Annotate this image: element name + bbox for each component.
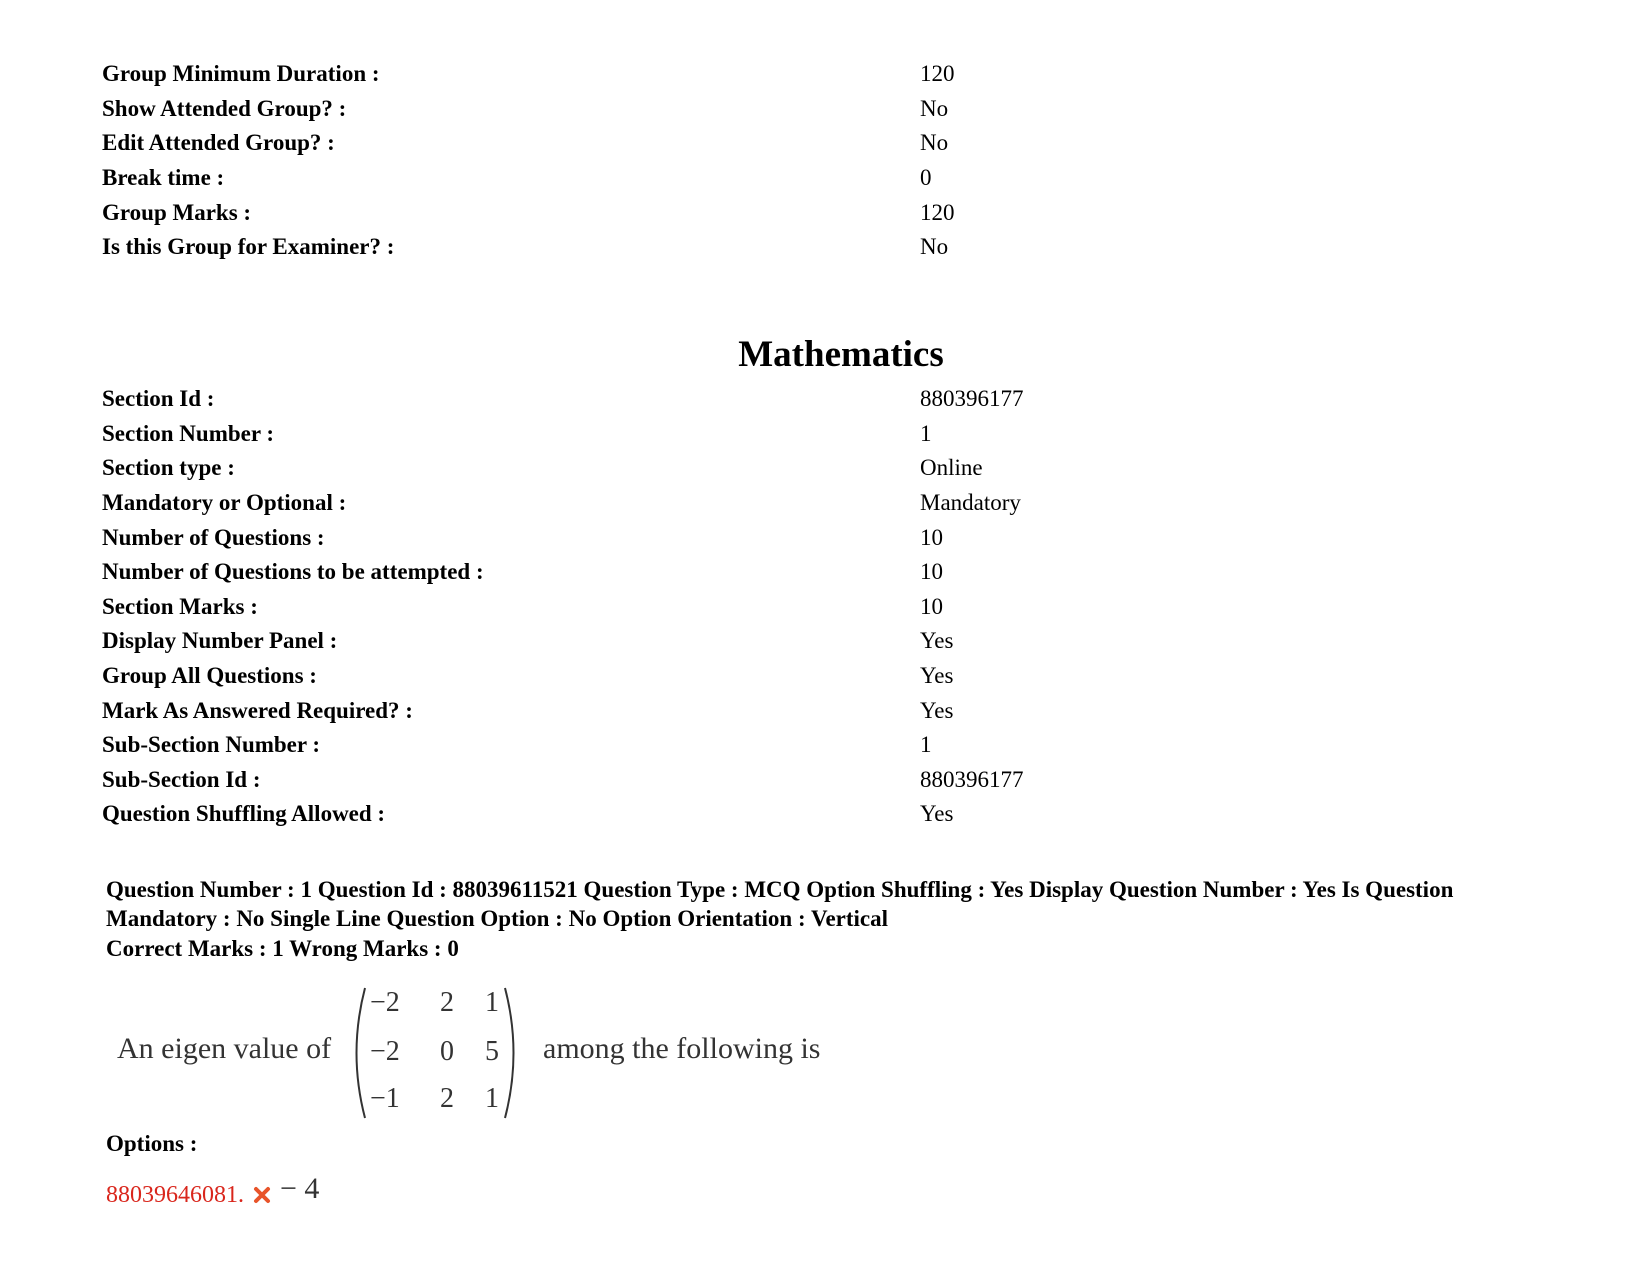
- field-label: Sub-Section Id :: [102, 766, 261, 792]
- field-label: Group Marks :: [102, 199, 252, 225]
- matrix-cell: 1: [485, 1083, 499, 1114]
- matrix-cell: 5: [485, 1036, 499, 1067]
- matrix-cell: −1: [370, 1083, 400, 1114]
- group-info-table: [102, 57, 1102, 265]
- section-info-table: [102, 382, 1102, 832]
- field-label: Question Shuffling Allowed :: [102, 801, 386, 827]
- section-info-row: [102, 659, 1102, 694]
- matrix-cell: −2: [370, 987, 400, 1018]
- field-label: Edit Attended Group? :: [102, 130, 335, 156]
- group-info-row: [102, 161, 1102, 196]
- section-info-row: [102, 451, 1102, 486]
- field-label: Display Number Panel :: [102, 628, 338, 654]
- field-label: Sub-Section Number :: [102, 732, 321, 758]
- field-value: 10: [920, 524, 943, 550]
- field-value: No: [920, 95, 949, 121]
- field-label: Number of Questions :: [102, 524, 325, 550]
- question-image: [110, 983, 870, 1123]
- group-info-row: [102, 57, 1102, 92]
- field-value: Mandatory: [920, 490, 1021, 516]
- field-value: 10: [920, 593, 943, 619]
- matrix-cell: 1: [485, 987, 499, 1018]
- section-title: Mathematics: [738, 334, 944, 375]
- group-info-row: [102, 195, 1102, 230]
- field-value: Yes: [920, 801, 954, 827]
- field-label: Is this Group for Examiner? :: [102, 234, 395, 260]
- field-label: Number of Questions to be attempted :: [102, 559, 484, 585]
- option-text: − 4: [280, 1172, 320, 1205]
- group-info-row: [102, 92, 1102, 127]
- options-label: Options :: [106, 1131, 198, 1156]
- section-info-row: [102, 693, 1102, 728]
- question-text-after: among the following is: [543, 1032, 821, 1065]
- field-value: Yes: [920, 663, 954, 689]
- field-value: No: [920, 234, 949, 260]
- section-info-row: [102, 624, 1102, 659]
- matrix-cell: 2: [440, 1083, 454, 1114]
- question-header: Question Number : 1 Question Id : 88039611521 Question Type : MCQ Option Shuffling : Yes Display Question Number : Yes Is Question Mandatory : No Single Line Question Option : No Option Orientation : Vertical: [106, 877, 1454, 931]
- cross-icon: [252, 1185, 272, 1205]
- field-value: 880396177: [920, 766, 1024, 792]
- field-value: 880396177: [920, 386, 1024, 412]
- field-label: Break time :: [102, 165, 225, 191]
- field-label: Section type :: [102, 455, 235, 481]
- question-text-before: An eigen value of: [117, 1032, 332, 1065]
- group-info-row: [102, 230, 1102, 265]
- field-value: 1: [920, 420, 932, 446]
- section-info-row: [102, 382, 1102, 417]
- field-label: Show Attended Group? :: [102, 95, 347, 121]
- field-value: Yes: [920, 628, 954, 654]
- section-info-row: [102, 417, 1102, 452]
- matrix-cell: 0: [440, 1036, 454, 1067]
- matrix-cell: 2: [440, 987, 454, 1018]
- section-info-row: [102, 797, 1102, 832]
- field-label: Section Marks :: [102, 593, 258, 619]
- field-label: Mandatory or Optional :: [102, 490, 347, 516]
- option-id: 88039646081.: [106, 1181, 244, 1208]
- field-label: Mark As Answered Required? :: [102, 697, 413, 723]
- field-label: Group Minimum Duration :: [102, 61, 380, 87]
- section-info-row: [102, 486, 1102, 521]
- matrix-left-bracket: [357, 988, 366, 1118]
- field-label: Section Id :: [102, 386, 215, 412]
- field-label: Section Number :: [102, 420, 275, 446]
- field-value: No: [920, 130, 949, 156]
- option-item: [106, 1172, 320, 1212]
- section-info-row: [102, 590, 1102, 625]
- matrix-right-bracket: [505, 988, 514, 1118]
- section-info-row: [102, 555, 1102, 590]
- field-value: Online: [920, 455, 983, 481]
- section-info-row: [102, 728, 1102, 763]
- section-info-row: [102, 763, 1102, 798]
- marks-line: Correct Marks : 1 Wrong Marks : 0: [106, 936, 459, 961]
- group-info-row: [102, 126, 1102, 161]
- field-value: 120: [920, 199, 955, 225]
- field-value: 0: [920, 165, 932, 191]
- field-value: 1: [920, 732, 932, 758]
- section-info-row: [102, 520, 1102, 555]
- matrix-cell: −2: [370, 1036, 400, 1067]
- field-value: 120: [920, 61, 955, 87]
- field-value: Yes: [920, 697, 954, 723]
- field-label: Group All Questions :: [102, 663, 317, 689]
- field-value: 10: [920, 559, 943, 585]
